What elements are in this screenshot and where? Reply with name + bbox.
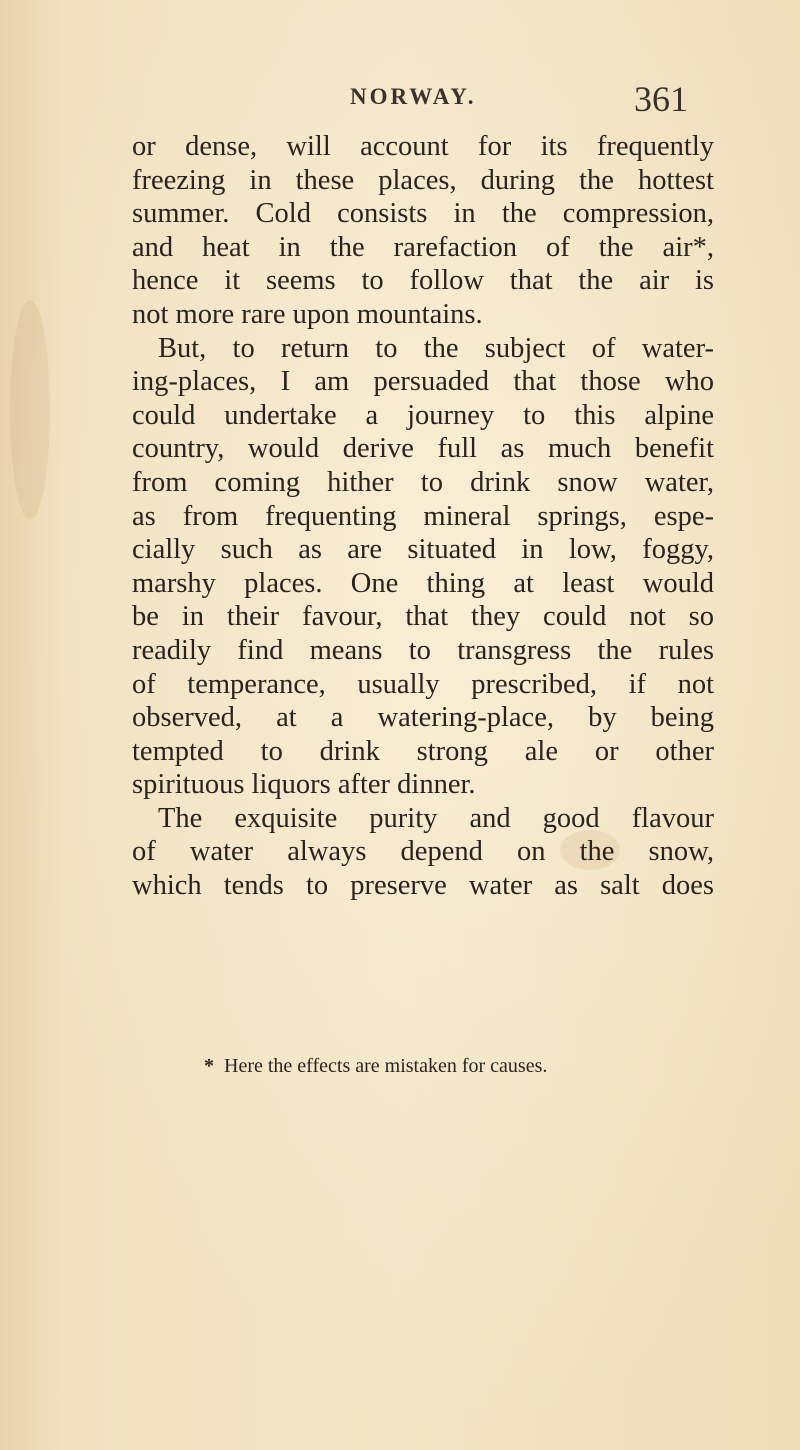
text-line: of temperance, usually prescribed, if not <box>132 668 714 700</box>
footnote-marker: * <box>204 1055 214 1077</box>
text-line: marshy places. One thing at least would <box>132 567 714 599</box>
body-text <box>132 130 714 903</box>
text-line: tempted to drink strong ale or other <box>132 735 714 767</box>
paper-stain <box>10 300 50 520</box>
text-line: be in their favour, that they could not so <box>132 601 714 633</box>
text-line: not more rare upon mountains. <box>132 298 483 330</box>
text-line: cially such as are situated in low, foggy, <box>132 534 714 566</box>
page-header <box>0 78 800 118</box>
footnote <box>204 1055 547 1078</box>
text-line: But, to return to the subject of water- <box>158 332 714 364</box>
text-line: summer. Cold consists in the compression, <box>132 198 714 230</box>
text-line: country, would derive full as much benefit <box>132 433 714 465</box>
text-line: as from frequenting mineral springs, espe- <box>132 500 714 532</box>
running-head: NORWAY. <box>350 84 477 109</box>
text-line: spirituous liquors after dinner. <box>132 769 476 801</box>
text-line: and heat in the rarefaction of the air*, <box>132 231 714 263</box>
text-line: ing-places, I am persuaded that those who <box>132 366 714 398</box>
text-line: could undertake a journey to this alpine <box>132 399 714 431</box>
text-line: of water always depend on the snow, <box>132 836 714 868</box>
text-line: The exquisite purity and good flavour <box>158 802 714 834</box>
footnote-text: Here the effects are mistaken for causes. <box>224 1055 548 1077</box>
text-line: readily find means to transgress the rules <box>132 634 714 666</box>
text-line: freezing in these places, during the hottest <box>132 164 714 196</box>
text-line: or dense, will account for its frequently <box>132 131 714 162</box>
text-line: hence it seems to follow that the air is <box>132 265 714 297</box>
text-line: observed, at a watering-place, by being <box>132 702 714 734</box>
page-number: 361 <box>634 79 688 119</box>
text-line: which tends to preserve water as salt does <box>132 870 714 902</box>
text-line: from coming hither to drink snow water, <box>132 466 714 498</box>
